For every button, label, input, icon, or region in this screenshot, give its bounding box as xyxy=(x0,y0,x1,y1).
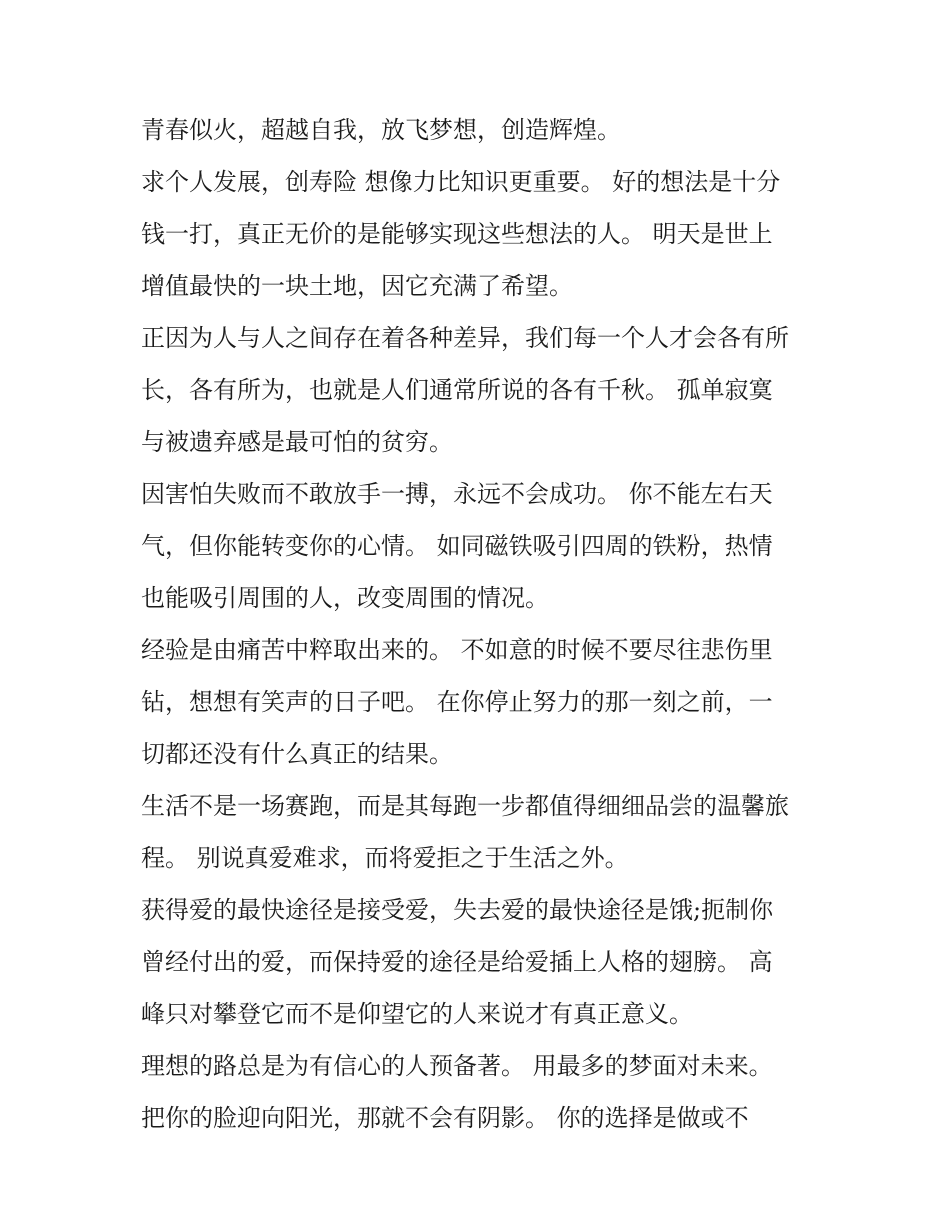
text-line: 把你的脸迎向阳光，那就不会有阴影。 你的选择是做或不 xyxy=(141,1104,749,1132)
text-line: 获得爱的最快途径是接受爱，失去爱的最快途径是饿;扼制你 xyxy=(141,896,774,924)
text-line: 也能吸引周围的人，改变周围的情况。 xyxy=(141,584,549,612)
text-line: 长，各有所为，也就是人们通常所说的各有千秋。 孤单寂寞 xyxy=(141,376,773,404)
text-line: 理想的路总是为有信心的人预备著。 用最多的梦面对未来。 xyxy=(141,1052,773,1080)
text-line: 钻，想想有笑声的日子吧。 在你停止努力的那一刻之前，一 xyxy=(141,688,773,716)
text-line: 峰只对攀登它而不是仰望它的人来说才有真正意义。 xyxy=(141,1000,693,1028)
text-line: 与被遗弃感是最可怕的贫穷。 xyxy=(141,428,453,456)
text-line: 增值最快的一块土地，因它充满了希望。 xyxy=(141,272,573,300)
text-line: 气，但你能转变你的心情。 如同磁铁吸引四周的铁粉，热情 xyxy=(141,532,773,560)
text-line: 切都还没有什么真正的结果。 xyxy=(141,740,453,768)
text-line: 经验是由痛苦中粹取出来的。 不如意的时候不要尽往悲伤里 xyxy=(141,636,773,664)
text-line: 生活不是一场赛跑，而是其每跑一步都值得细细品尝的温馨旅 xyxy=(141,792,789,820)
text-line: 求个人发展，创寿险 想像力比知识更重要。 好的想法是十分 xyxy=(141,168,781,196)
text-line: 曾经付出的爱，而保持爱的途径是给爱插上人格的翅膀。 高 xyxy=(141,948,773,976)
text-line: 程。 别说真爱难求，而将爱拒之于生活之外。 xyxy=(141,844,629,872)
text-line: 青春似火，超越自我，放飞梦想，创造辉煌。 xyxy=(141,116,621,144)
text-line: 正因为人与人之间存在着各种差异，我们每一个人才会各有所 xyxy=(141,324,789,352)
text-line: 钱一打，真正无价的是能够实现这些想法的人。 明天是世上 xyxy=(141,220,773,248)
body-text xyxy=(141,104,821,1144)
text-line: 因害怕失败而不敢放手一搏，永远不会成功。 你不能左右天 xyxy=(141,480,773,508)
